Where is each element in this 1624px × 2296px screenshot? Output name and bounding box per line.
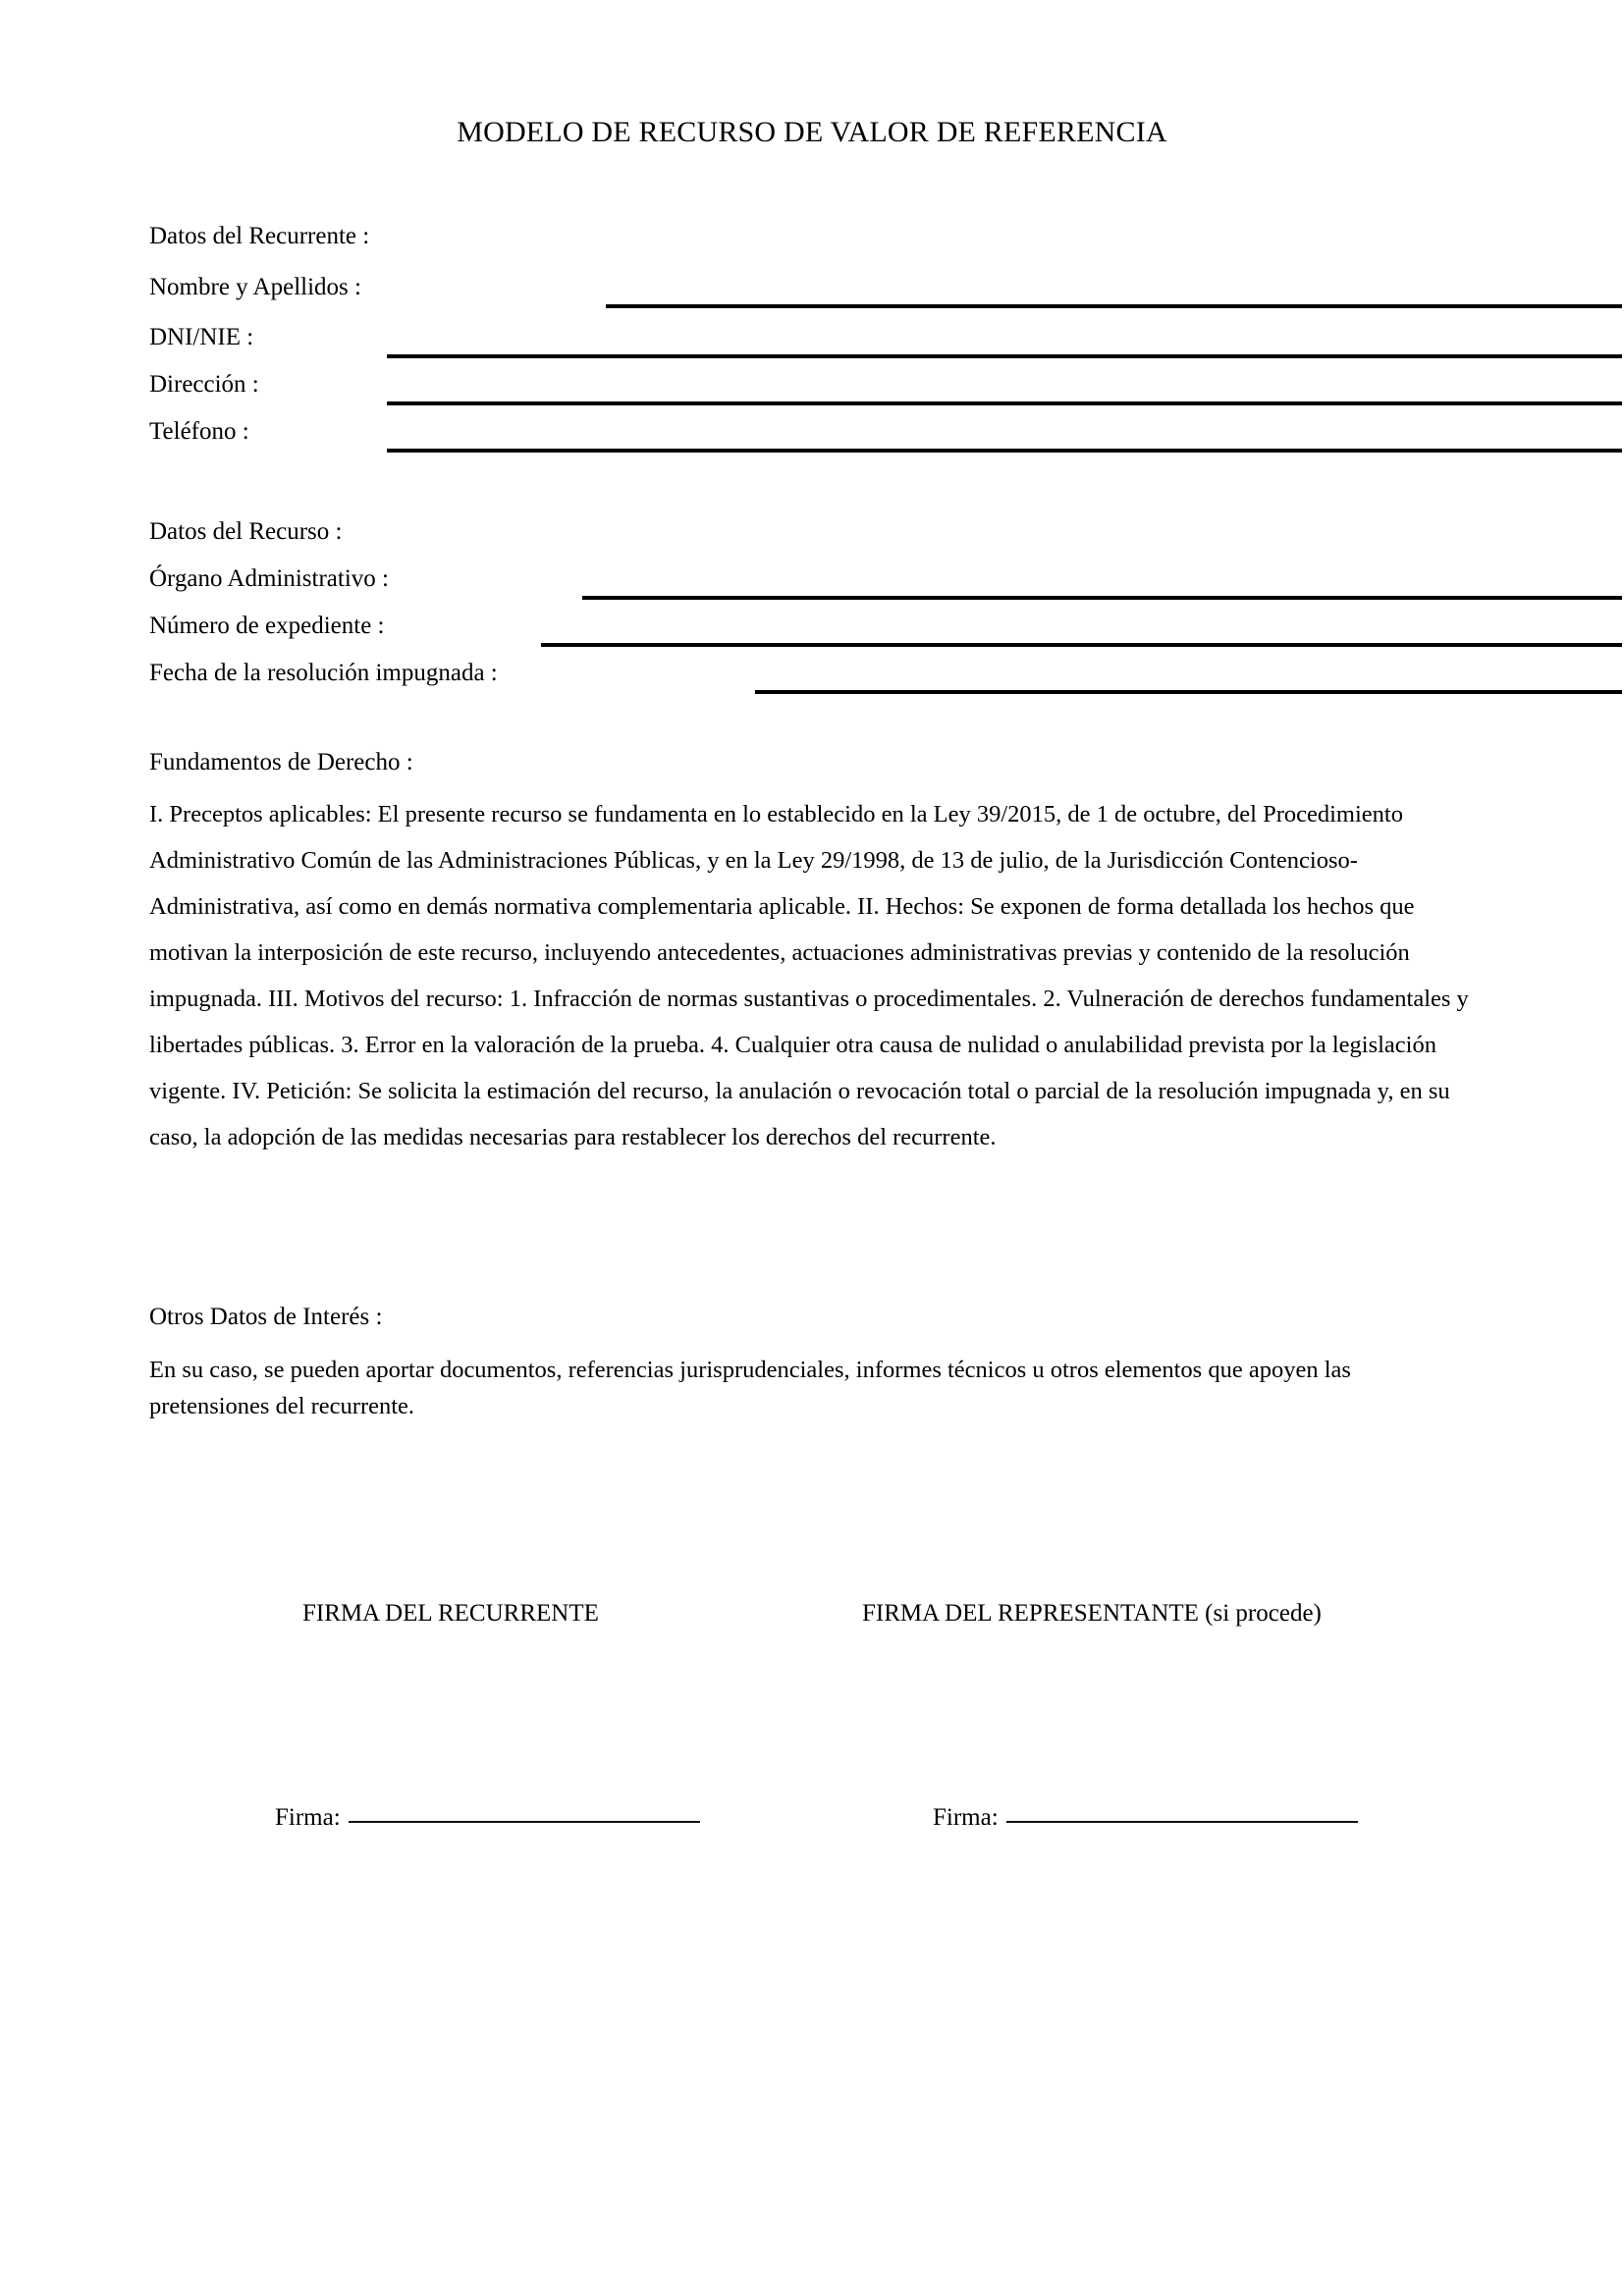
field-input-fecha[interactable]: [755, 690, 1622, 694]
field-row-nombre: [149, 271, 1485, 310]
signature-field-recurrente[interactable]: [275, 1804, 700, 1832]
signature-field-representante[interactable]: [933, 1804, 1358, 1832]
field-row-expediente: [149, 610, 1485, 649]
field-row-organo: [149, 562, 1485, 602]
section-heading-recurso: Datos del Recurso :: [149, 518, 343, 545]
field-label-direccion: Dirección :: [149, 371, 259, 398]
otros-datos-body-text: En su caso, se pueden aportar documentos, referencias jurisprudenciales, informes técnicos u otros elementos que apoyen las pretensiones del recurrente.: [149, 1357, 1351, 1419]
signature-heading-representante: FIRMA DEL REPRESENTANTE (si procede): [862, 1600, 1322, 1627]
field-row-dni: [149, 321, 1485, 360]
section-heading-fundamentos: Fundamentos de Derecho :: [149, 749, 413, 775]
field-input-organo[interactable]: [582, 596, 1622, 600]
field-input-dni[interactable]: [387, 354, 1622, 358]
field-label-telefono: Teléfono :: [149, 418, 249, 445]
firma-label-representante: Firma:: [933, 1804, 999, 1831]
field-input-telefono[interactable]: [387, 449, 1622, 453]
firma-rule-representante[interactable]: [1006, 1821, 1358, 1823]
section-heading-otros-datos: Otros Datos de Interés :: [149, 1304, 383, 1330]
signature-heading-recurrente: FIRMA DEL RECURRENTE: [302, 1600, 599, 1627]
firma-rule-recurrente[interactable]: [349, 1821, 700, 1823]
field-label-expediente: Número de expediente :: [149, 613, 385, 639]
section-heading-recurrente: Datos del Recurrente :: [149, 223, 370, 249]
firma-label-recurrente: Firma:: [275, 1804, 341, 1831]
field-label-nombre: Nombre y Apellidos :: [149, 274, 361, 300]
field-row-telefono: [149, 415, 1485, 454]
field-label-dni: DNI/NIE :: [149, 324, 254, 350]
field-label-fecha: Fecha de la resolución impugnada :: [149, 660, 498, 686]
field-input-direccion[interactable]: [387, 401, 1622, 405]
field-input-expediente[interactable]: [541, 643, 1622, 647]
page-title: MODELO DE RECURSO DE VALOR DE REFERENCIA: [457, 116, 1167, 148]
field-row-direccion: [149, 368, 1485, 407]
field-label-organo: Órgano Administrativo :: [149, 565, 389, 592]
field-input-nombre[interactable]: [606, 304, 1622, 308]
fundamentos-body-text: I. Preceptos aplicables: El presente recurso se fundamenta en lo establecido en la Ley 39/2015, de 1 de octubre, del Procedimiento Administrativo Común de las Administraciones Públicas, y en la Ley 29/1998, de 13 de julio, de la Jurisdicción Contencioso-Administrativa, así como en demás normativa complementaria aplicable. II. Hechos: Se exponen de forma detallada los hechos que motivan la interposición de este recurso, incluyendo antecedentes, actuaciones administrativas previas y contenido de la resolución impugnada. III. Motivos del recurso: 1. Infracción de normas sustantivas o procedimentales. 2. Vulneración de derechos fundamentales y libertades públicas. 3. Error en la valoración de la prueba. 4. Cualquier otra causa de nulidad o anulabilidad prevista por la legislación vigente. IV. Petición: Se solicita la estimación del recurso, la anulación o revocación total o parcial de la resolución impugnada y, en su caso, la adopción de las medidas necesarias para restablecer los derechos del recurrente.: [149, 801, 1469, 1150]
field-row-fecha: [149, 657, 1485, 696]
